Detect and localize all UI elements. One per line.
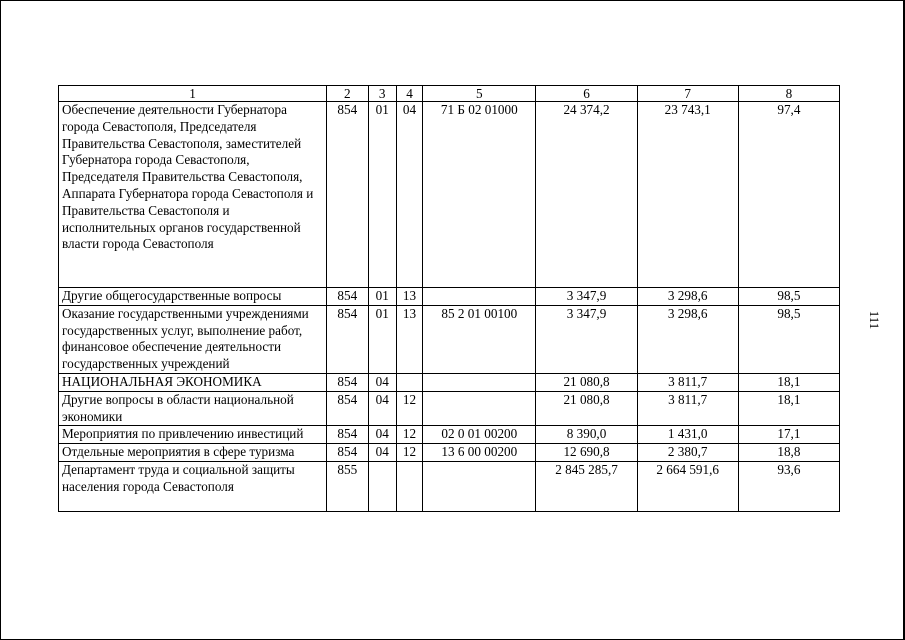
cell-actual: 3 811,7: [637, 391, 738, 426]
cell-percent: 18,1: [738, 373, 839, 391]
cell-percent: 98,5: [738, 305, 839, 373]
cell-actual: 3 298,6: [637, 305, 738, 373]
cell-admin-code: 854: [327, 444, 368, 462]
page-number: 111: [867, 310, 882, 330]
cell-section: [368, 461, 396, 511]
row-name: Другие вопросы в области национальной экономики: [59, 391, 327, 426]
cell-target-article: 13 6 00 00200: [423, 444, 536, 462]
cell-percent: 98,5: [738, 288, 839, 306]
cell-subsection: 04: [396, 102, 422, 288]
header-row: [59, 86, 840, 102]
cell-target-article: 85 2 01 00100: [423, 305, 536, 373]
cell-admin-code: 854: [327, 373, 368, 391]
table-row: [59, 305, 840, 373]
cell-admin-code: 854: [327, 288, 368, 306]
cell-admin-code: 854: [327, 305, 368, 373]
cell-actual: 2 664 591,6: [637, 461, 738, 511]
cell-section: 04: [368, 391, 396, 426]
row-name: Отдельные мероприятия в сфере туризма: [59, 444, 327, 462]
cell-admin-code: 854: [327, 426, 368, 444]
cell-plan: 2 845 285,7: [536, 461, 637, 511]
cell-actual: 3 298,6: [637, 288, 738, 306]
cell-subsection: 12: [396, 426, 422, 444]
cell-plan: 8 390,0: [536, 426, 637, 444]
cell-section: 04: [368, 373, 396, 391]
cell-subsection: 12: [396, 444, 422, 462]
cell-actual: 23 743,1: [637, 102, 738, 288]
cell-section: 04: [368, 444, 396, 462]
cell-subsection: [396, 461, 422, 511]
cell-admin-code: 854: [327, 391, 368, 426]
cell-admin-code: 855: [327, 461, 368, 511]
cell-section: 01: [368, 102, 396, 288]
cell-subsection: 13: [396, 305, 422, 373]
cell-section: 04: [368, 426, 396, 444]
table-row: [59, 461, 840, 511]
cell-subsection: 13: [396, 288, 422, 306]
header-cell: 4: [396, 86, 422, 102]
cell-target-article: 71 Б 02 01000: [423, 102, 536, 288]
header-cell: 2: [327, 86, 368, 102]
cell-plan: 21 080,8: [536, 373, 637, 391]
cell-actual: 3 811,7: [637, 373, 738, 391]
cell-percent: 18,1: [738, 391, 839, 426]
cell-target-article: [423, 391, 536, 426]
cell-percent: 18,8: [738, 444, 839, 462]
cell-percent: 17,1: [738, 426, 839, 444]
cell-plan: 3 347,9: [536, 288, 637, 306]
row-name: Департамент труда и социальной защиты населения города Севастополя: [59, 461, 327, 511]
cell-actual: 2 380,7: [637, 444, 738, 462]
row-name: Мероприятия по привлечению инвестиций: [59, 426, 327, 444]
cell-target-article: [423, 373, 536, 391]
cell-plan: 21 080,8: [536, 391, 637, 426]
header-cell: 3: [368, 86, 396, 102]
cell-section: 01: [368, 305, 396, 373]
table-row: [59, 391, 840, 426]
header-cell: 6: [536, 86, 637, 102]
cell-target-article: [423, 461, 536, 511]
header-cell: 1: [59, 86, 327, 102]
table-row: [59, 373, 840, 391]
cell-actual: 1 431,0: [637, 426, 738, 444]
row-name: Обеспечение деятельности Губернатора города Севастополя, Председателя Правительства Севастополя, заместителей Губернатора города Севастополя, Председателя Правительства Севастополя, Аппарата Губернатора города Севастополя и Правительства Севастополя и исполнительных органов государственной власти города Севастополя: [59, 102, 327, 288]
row-name: Оказание государственными учреждениями государственных услуг, выполнение работ, финансовое обеспечение деятельности государственных учреждений: [59, 305, 327, 373]
cell-target-article: [423, 288, 536, 306]
cell-percent: 97,4: [738, 102, 839, 288]
cell-admin-code: 854: [327, 102, 368, 288]
budget-table: [58, 85, 840, 512]
header-cell: 8: [738, 86, 839, 102]
cell-plan: 12 690,8: [536, 444, 637, 462]
table-row: [59, 288, 840, 306]
row-name: Другие общегосударственные вопросы: [59, 288, 327, 306]
cell-section: 01: [368, 288, 396, 306]
header-cell: 5: [423, 86, 536, 102]
table-row: [59, 426, 840, 444]
cell-subsection: [396, 373, 422, 391]
table-row: [59, 444, 840, 462]
cell-plan: 3 347,9: [536, 305, 637, 373]
row-name: НАЦИОНАЛЬНАЯ ЭКОНОМИКА: [59, 373, 327, 391]
cell-target-article: 02 0 01 00200: [423, 426, 536, 444]
cell-subsection: 12: [396, 391, 422, 426]
table-row: [59, 102, 840, 288]
cell-percent: 93,6: [738, 461, 839, 511]
header-cell: 7: [637, 86, 738, 102]
cell-plan: 24 374,2: [536, 102, 637, 288]
